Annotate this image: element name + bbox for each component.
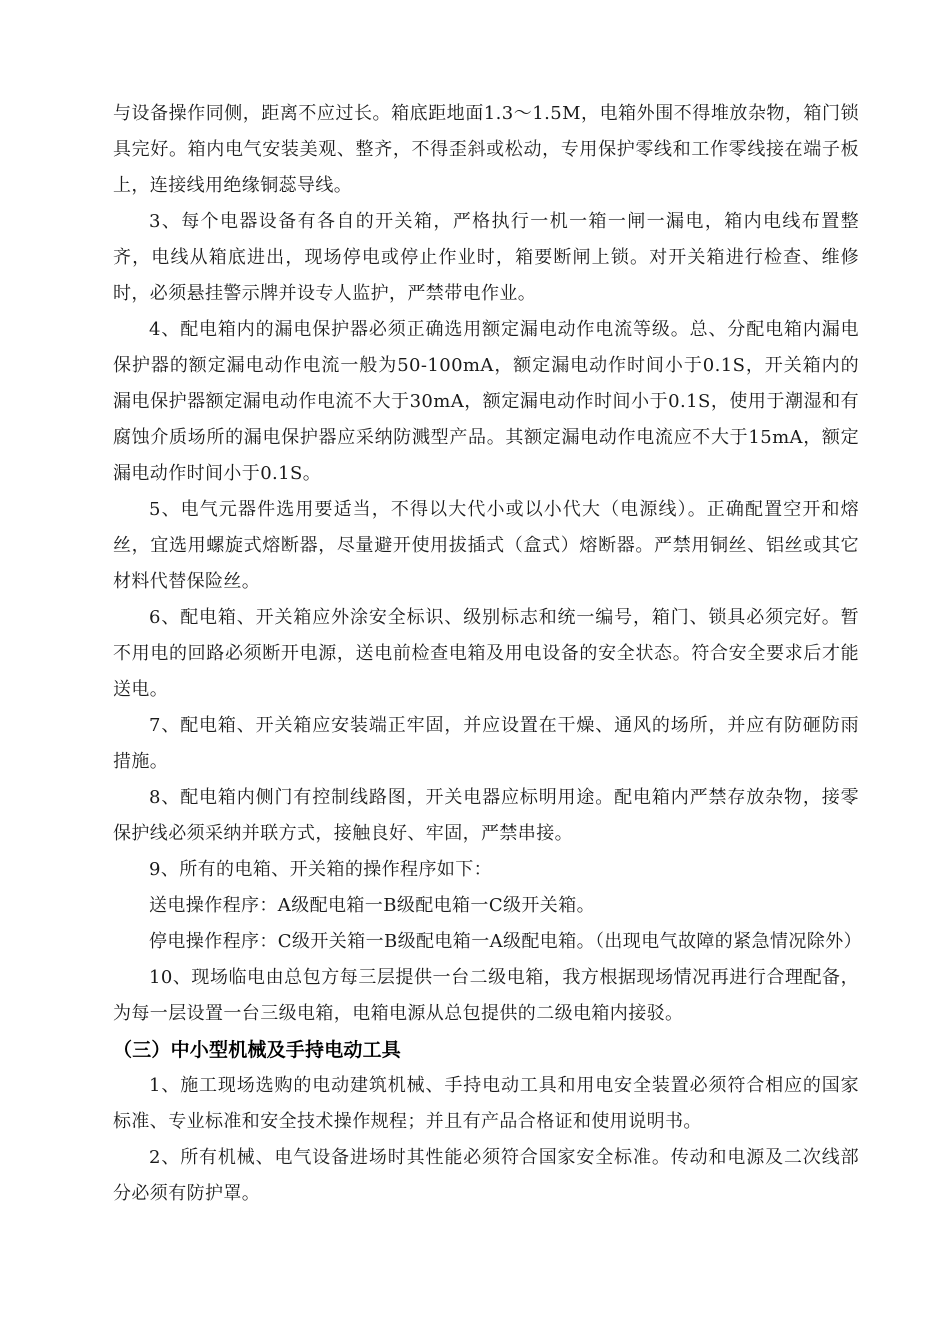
paragraph-item-6: 6、配电箱、开关箱应外涂安全标识、级别标志和统一编号，箱门、锁具必须完好。暂不用电的回路必须断开电源，送电前检查电箱及用电设备的安全状态。符合安全要求后才能送电。 — [113, 607, 859, 700]
paragraph-item-8: 8、配电箱内侧门有控制线路图，开关电器应标明用途。配电箱内严禁存放杂物，接零保护线必须采纳并联方式，接触良好、牢固，严禁串接。 — [113, 787, 859, 844]
paragraph-item-10: 10、现场临电由总包方每三层提供一台二级电箱，我方根据现场情况再进行合理配备，为每一层设置一台三级电箱，电箱电源从总包提供的二级电箱内接驳。 — [113, 967, 859, 1024]
paragraph-item-5: 5、电气元器件选用要适当，不得以大代小或以小代大（电源线）。正确配置空开和熔丝，宜选用螺旋式熔断器，尽量避开使用拔插式（盒式）熔断器。严禁用铜丝、铝丝或其它材料代替保险丝。 — [113, 499, 859, 592]
paragraph-tools-item-1: 1、施工现场选购的电动建筑机械、手持电动工具和用电安全装置必须符合相应的国家标准、专业标准和安全技术操作规程；并且有产品合格证和使用说明书。 — [113, 1075, 859, 1132]
paragraph-item-3: 3、每个电器设备有各自的开关箱，严格执行一机一箱一闸一漏电，箱内电线布置整齐，电线从箱底进出，现场停电或停止作业时，箱要断闸上锁。对开关箱进行检查、维修时，必须悬挂警示牌并设专人监护，严禁带电作业。 — [113, 211, 859, 304]
document-body — [113, 96, 862, 1212]
paragraph-item-9: 9、所有的电箱、开关箱的操作程序如下： — [149, 859, 493, 880]
paragraph-item-4: 4、配电箱内的漏电保护器必须正确选用额定漏电动作电流等级。总、分配电箱内漏电保护器的额定漏电动作电流一般为50-100mA，额定漏电动作时间小于0.1S，开关箱内的漏电保护器额定漏电动作电流不大于30mA，额定漏电动作时间小于0.1S，使用于潮湿和有腐蚀介质场所的漏电保护器应采纳防溅型产品。其额定漏电动作电流应不大于15mA，额定漏电动作时间小于0.1S。 — [113, 319, 859, 484]
paragraph-power-on-procedure: 送电操作程序：A级配电箱一B级配电箱一C级开关箱。 — [149, 895, 595, 916]
paragraph-tools-item-2: 2、所有机械、电气设备进场时其性能必须符合国家安全标准。传动和电源及二次线部分必须有防护罩。 — [113, 1147, 859, 1204]
paragraph-continuation: 与设备操作同侧，距离不应过长。箱底距地面1.3～1.5M，电箱外围不得堆放杂物，箱门锁具完好。箱内电气安装美观、整齐，不得歪斜或松动，专用保护零线和工作零线接在端子板上，连接线用绝缘铜蕊导线。 — [113, 103, 859, 196]
section-heading: （三）中小型机械及手持电动工具 — [113, 1039, 402, 1061]
paragraph-item-7: 7、配电箱、开关箱应安装端正牢固，并应设置在干燥、通风的场所，并应有防砸防雨措施。 — [113, 715, 859, 772]
paragraph-power-off-procedure: 停电操作程序：C级开关箱一B级配电箱一A级配电箱。（出现电气故障的紧急情况除外） — [149, 931, 862, 952]
